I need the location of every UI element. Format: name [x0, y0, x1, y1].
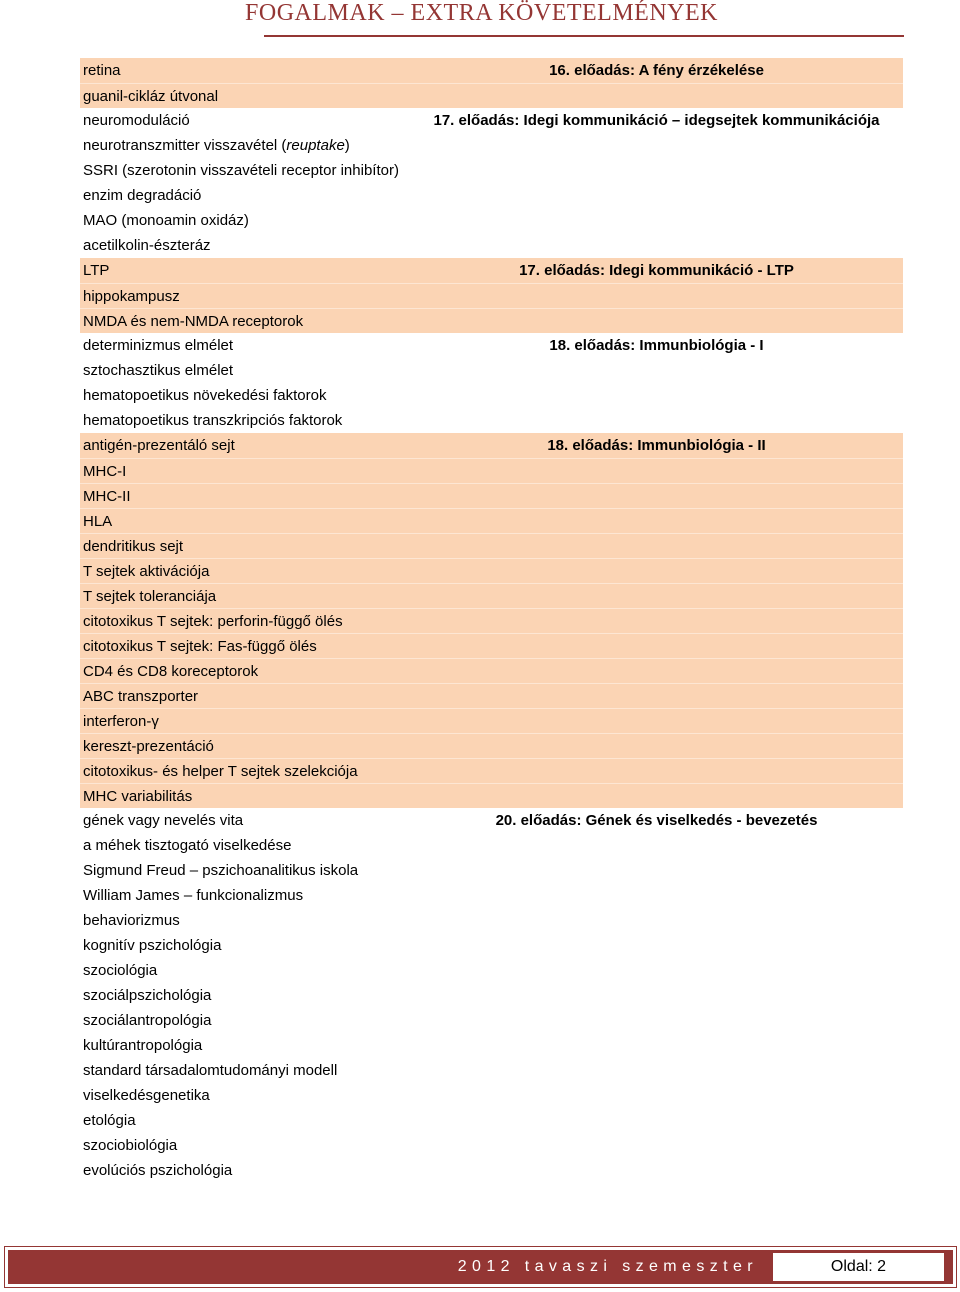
- term-cell: standard társadalomtudományi modell: [83, 1062, 338, 1079]
- term-cell: neuromoduláció: [83, 112, 190, 129]
- term-cell: enzim degradáció: [83, 187, 202, 204]
- table-row: [80, 58, 903, 83]
- term-cell: NMDA és nem-NMDA receptorok: [83, 313, 304, 330]
- table-row: [80, 133, 903, 158]
- table-row: [80, 983, 903, 1008]
- term-cell: citotoxikus- és helper T sejtek szelekciója: [83, 763, 358, 780]
- lecture-cell: 16. előadás: A fény érzékelése: [549, 62, 764, 79]
- table-row: [80, 158, 903, 183]
- table-row: [80, 958, 903, 983]
- footer-page-number: Oldal: 2: [772, 1252, 945, 1282]
- table-row: [80, 933, 903, 958]
- term-cell: Sigmund Freud – pszichoanalitikus iskola: [83, 862, 359, 879]
- table-row: [80, 458, 903, 483]
- term-cell: evolúciós pszichológia: [83, 1162, 233, 1179]
- term-cell: hematopoetikus növekedési faktorok: [83, 387, 327, 404]
- header-divider: [264, 35, 904, 37]
- term-cell: determinizmus elmélet: [83, 337, 234, 354]
- table-row: [80, 358, 903, 383]
- term-cell: hippokampusz: [83, 288, 180, 305]
- table-row: [80, 883, 903, 908]
- table-row: [80, 83, 903, 108]
- term-cell: viselkedésgenetika: [83, 1087, 210, 1104]
- table-row: [80, 258, 903, 283]
- table-row: [80, 1158, 903, 1183]
- table-row: [80, 608, 903, 633]
- term-cell: SSRI (szerotonin visszavételi receptor inhibítor): [83, 162, 399, 179]
- page-header-title: FOGALMAK – EXTRA KÖVETELMÉNYEK: [245, 0, 718, 26]
- table-row: [80, 1008, 903, 1033]
- term-cell: szociálantropológia: [83, 1012, 212, 1029]
- term-cell: kereszt-prezentáció: [83, 738, 214, 755]
- terms-table: [80, 58, 903, 1183]
- term-cell: antigén-prezentáló sejt: [83, 437, 235, 454]
- term-cell: HLA: [83, 513, 113, 530]
- term-cell: LTP: [83, 262, 110, 279]
- table-row: [80, 483, 903, 508]
- term-cell: acetilkolin-észteráz: [83, 237, 211, 254]
- table-row: [80, 583, 903, 608]
- table-row: [80, 1108, 903, 1133]
- lecture-cell: 18. előadás: Immunbiológia - II: [547, 437, 766, 454]
- term-cell: CD4 és CD8 koreceptorok: [83, 663, 259, 680]
- table-row: [80, 858, 903, 883]
- table-row: [80, 833, 903, 858]
- term-cell: MHC-I: [83, 463, 127, 480]
- term-cell: dendritikus sejt: [83, 538, 184, 555]
- term-cell: etológia: [83, 1112, 136, 1129]
- term-cell: T sejtek aktivációja: [83, 563, 210, 580]
- table-row: [80, 383, 903, 408]
- table-row: [80, 233, 903, 258]
- term-cell: MHC-II: [83, 488, 131, 505]
- term-cell: T sejtek toleranciája: [83, 588, 217, 605]
- term-cell: gének vagy nevelés vita: [83, 812, 244, 829]
- table-row: [80, 633, 903, 658]
- term-cell: a méhek tisztogató viselkedése: [83, 837, 292, 854]
- table-row: [80, 333, 903, 358]
- table-row: [80, 1058, 903, 1083]
- term-cell: guanil-cikláz útvonal: [83, 88, 219, 105]
- table-row: [80, 408, 903, 433]
- term-cell: szociálpszichológia: [83, 987, 212, 1004]
- table-row: [80, 1083, 903, 1108]
- lecture-cell: 17. előadás: Idegi kommunikáció - LTP: [519, 262, 794, 279]
- table-row: [80, 758, 903, 783]
- footer-semester: 2012 tavaszi szemeszter: [457, 1258, 758, 1275]
- table-row: [80, 658, 903, 683]
- table-row: [80, 433, 903, 458]
- table-row: [80, 283, 903, 308]
- table-row: [80, 108, 903, 133]
- table-row: [80, 208, 903, 233]
- table-row: [80, 183, 903, 208]
- term-cell: citotoxikus T sejtek: perforin-függő ölés: [83, 613, 343, 630]
- table-row: [80, 783, 903, 808]
- lecture-cell: 17. előadás: Idegi kommunikáció – idegsejtek kommunikációja: [433, 112, 880, 129]
- term-cell: szociológia: [83, 962, 158, 979]
- term-cell: interferon-γ: [83, 713, 159, 730]
- table-row: [80, 733, 903, 758]
- term-cell: hematopoetikus transzkripciós faktorok: [83, 412, 343, 429]
- table-row: [80, 908, 903, 933]
- term-cell: neurotranszmitter visszavétel (reuptake): [83, 137, 350, 154]
- term-cell: retina: [83, 62, 121, 79]
- page-footer: [4, 1246, 957, 1288]
- term-cell: ABC transzporter: [83, 688, 199, 705]
- footer-bar: [8, 1250, 953, 1284]
- table-row: [80, 1133, 903, 1158]
- term-cell: citotoxikus T sejtek: Fas-függő ölés: [83, 638, 317, 655]
- table-row: [80, 533, 903, 558]
- table-row: [80, 683, 903, 708]
- table-row: [80, 1033, 903, 1058]
- term-cell: kognitív pszichológia: [83, 937, 222, 954]
- term-cell: William James – funkcionalizmus: [83, 887, 304, 904]
- term-cell: sztochasztikus elmélet: [83, 362, 234, 379]
- term-cell: MAO (monoamin oxidáz): [83, 212, 249, 229]
- table-row: [80, 508, 903, 533]
- term-cell: kultúrantropológia: [83, 1037, 203, 1054]
- term-cell: MHC variabilitás: [83, 788, 193, 805]
- table-row: [80, 708, 903, 733]
- table-row: [80, 308, 903, 333]
- lecture-cell: 20. előadás: Gének és viselkedés - bevezetés: [495, 812, 818, 829]
- term-cell: szociobiológia: [83, 1137, 178, 1154]
- term-cell: behaviorizmus: [83, 912, 180, 929]
- table-row: [80, 808, 903, 833]
- table-row: [80, 558, 903, 583]
- lecture-cell: 18. előadás: Immunbiológia - I: [549, 337, 764, 354]
